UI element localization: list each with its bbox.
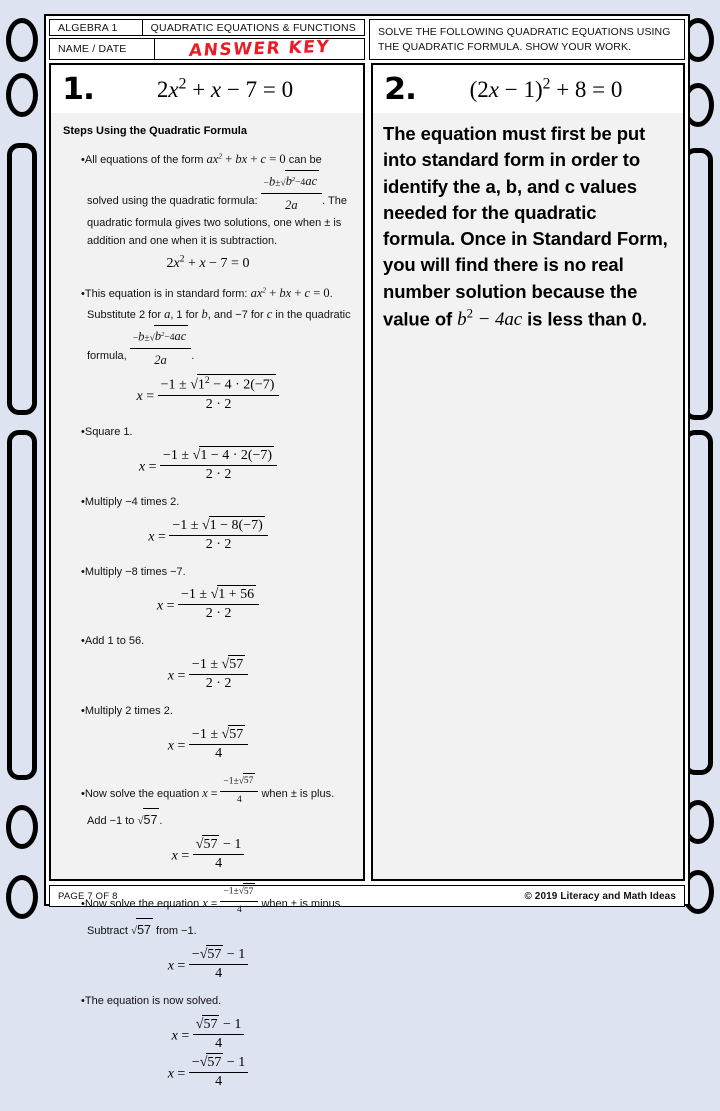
problem-2-answer-math: $b^2 - 4ac$ (457, 305, 523, 331)
answer-key-stamp: ANSWER KEY (188, 36, 331, 62)
problem-2-header (373, 65, 683, 113)
step-square-1-label: •Square 1. (81, 425, 133, 438)
step-multiply-2-times-2-display: x = $\frac{-1 \pm √57}{4}$ (63, 725, 353, 762)
step-substitute-text-d: , and −7 for (207, 309, 264, 322)
step-general-formula-text-b: can be solved using the quadratic formula: (87, 154, 322, 207)
step-solve-minus-text-a: •Now solve the equation (81, 898, 200, 911)
name-date-label: NAME / DATE (50, 39, 155, 59)
step-solve-minus-display: x = $\frac{-√57 - 1}{4}$ (63, 945, 353, 982)
step-multiply-neg8-times-neg7-label: •Multiply −8 times −7. (81, 565, 186, 578)
step-multiply-2-times-2 (63, 703, 353, 762)
step-multiply-neg8-times-neg7-display: x = $\frac{-1 \pm √1 + 56}{2 \cdot 2}$ (63, 585, 353, 622)
worksheet-header (46, 16, 688, 63)
directions-box (369, 19, 685, 60)
problem-2-answer (373, 113, 683, 334)
step-solve-minus-text-c: from −1. (156, 925, 197, 938)
step-substitute-text-e: in the quadratic formula, (87, 309, 351, 363)
binding-ring-bar (7, 430, 37, 780)
problem-2-number: 2. (384, 71, 416, 107)
problem-1-equation: $2x^2 + x - 7 = 0$ (156, 75, 294, 102)
problem-2-equation: $(2x - 1)^2 + 8 = 0$ (469, 75, 623, 102)
problem-1-work (51, 113, 363, 1111)
problem-2-answer-part2: is less than 0. (522, 308, 647, 330)
step-solve-plus-text-c: . (159, 815, 163, 828)
step-general-formula-text-a: •All equations of the form (81, 154, 204, 166)
step-solve-plus-display: x = $\frac{√57 - 1}{4}$ (63, 835, 353, 872)
topic-label: QUADRATIC EQUATIONS & FUNCTIONS (150, 21, 356, 34)
step-substitute-text-c: , 1 for (170, 309, 199, 322)
step-solved-display-2: x = $\frac{-√57 - 1}{4}$ (63, 1053, 353, 1090)
step-add-1-to-56-display: x = $\frac{-1 \pm √57}{2 \cdot 2}$ (63, 655, 353, 692)
spiral-binding-left (0, 0, 46, 932)
problem-1-number: 1. (62, 71, 94, 107)
binding-ring (6, 805, 38, 849)
step-substitute: •This equation is in standard form: $ax^2$ + bx + c = 0. Substitute 2 for a, 1 for b, and −7 for c in the quadratic formula, $\frac{-b\pm√b^2-4ac}{2a}$ . x = $\frac{-1 \pm √1^2 - 4 \cdot 2(-7)}{2 \cdot 2}$ (63, 283, 353, 413)
step-solve-plus-text-b: when ± is plus. Add −1 to (87, 788, 335, 828)
step-multiply-neg4-times-2-label: •Multiply −4 times 2. (81, 495, 180, 508)
problem-2-answer-part1: The equation must first be put into standard form in order to identify the a, b, and c values needed for the quadratic formula. Once in Standard Form, you will find there is no real number solution because the value of (383, 123, 668, 330)
step-solved-label: •The equation is now solved. (81, 995, 222, 1008)
step-add-1-to-56-label: •Add 1 to 56. (81, 635, 145, 648)
subject-label: ALGEBRA 1 (50, 20, 143, 35)
binding-ring (6, 875, 38, 919)
directions-text: SOLVE THE FOLLOWING QUADRATIC EQUATIONS USING THE QUADRATIC FORMULA. SHOW YOUR WORK. (378, 26, 671, 53)
step-multiply-2-times-2-label: •Multiply 2 times 2. (81, 705, 173, 718)
binding-ring (6, 73, 38, 117)
step-solve-plus-text-a: •Now solve the equation (81, 788, 200, 801)
step-square-1-display: x = $\frac{-1 \pm √1 - 4 \cdot 2(-7)}{2 \cdot 2}$ (63, 446, 353, 483)
step-general-formula-display: $2x^2 + x - 7 = 0$ (166, 254, 250, 272)
step-substitute-text-a: •This equation is in standard form: (81, 288, 248, 301)
step-multiply-neg4-times-2-display: x = $\frac{-1 \pm √1 - 8(-7)}{2 \cdot 2}$ (63, 516, 353, 553)
step-add-1-to-56 (63, 633, 353, 692)
problem-1-header (51, 65, 363, 113)
copyright-notice: © 2019 Literacy and Math Ideas (524, 890, 676, 902)
step-substitute-text-b: . Substitute 2 for (87, 288, 333, 322)
step-general-formula: •All equations of the form $ax^2$ + bx + c = 0 can be solved using the quadratic formula: $\frac{-b\pm√b^2-4ac}{2a}$ . The quadratic formula gives two solutions, one when ± is addition and one when it is subtraction. $2x^2 + x - 7 = 0$ (63, 149, 353, 272)
binding-ring (6, 18, 38, 62)
step-multiply-neg4-times-2 (63, 494, 353, 553)
header-left-block (49, 19, 365, 60)
step-solve-minus: •Now solve the equation x = $\frac{-1\pm√57}{4}$ when ± is minus. Subtract √57 from −1. x = $\frac{-√57 - 1}{4}$ (63, 883, 353, 982)
step-solve-plus: •Now solve the equation x = $\frac{-1\pm√57}{4}$ when ± is plus. Add −1 to √57 . x = $\frac{√57 - 1}{4}$ (63, 773, 353, 872)
binding-ring-bar (7, 143, 37, 415)
steps-heading: Steps Using the Quadratic Formula (63, 125, 247, 137)
header-row-name-date (49, 38, 365, 60)
step-solved (63, 993, 353, 1090)
step-substitute-display: x = $\frac{-1 \pm √1^2 - 4 \cdot 2(-7)}{2 \cdot 2}$ (63, 374, 353, 413)
header-row-subject (49, 19, 365, 36)
step-solve-minus-text-b: when ± is minus. Subtract (87, 898, 344, 938)
step-multiply-neg8-times-neg7 (63, 564, 353, 623)
problem-2-panel (371, 63, 685, 881)
page-number: PAGE 7 OF 8 (58, 890, 118, 902)
step-square-1 (63, 424, 353, 483)
worksheet-page (44, 14, 690, 1089)
step-solved-display-1: x = $\frac{√57 - 1}{4}$ (63, 1015, 353, 1052)
step-general-formula-text-c: . The quadratic formula gives two solutions, one when ± is addition and one when it is subtraction. (87, 194, 347, 247)
